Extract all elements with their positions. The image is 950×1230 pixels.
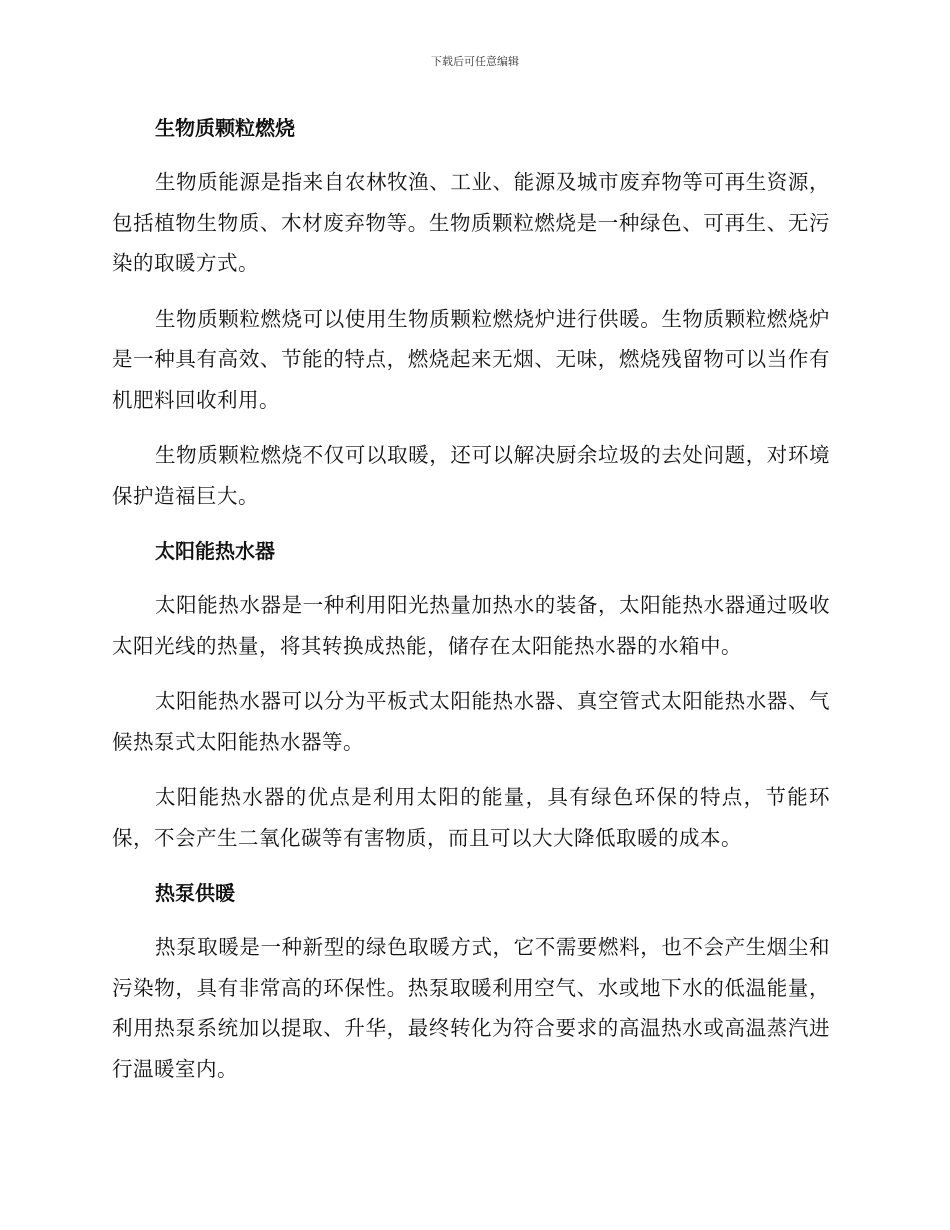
section-solar-water-heater: [112, 531, 830, 858]
section-heading: 热泵供暖: [155, 881, 235, 905]
document-body: [112, 108, 830, 1104]
section-biomass: [112, 108, 830, 516]
page-header: 下载后可任意编辑: [431, 55, 519, 68]
paragraph: 太阳能热水器的优点是利用太阳的能量，具有绿色环保的特点，节能环保，不会产生二氧化碳等有害物质，而且可以大大降低取暖的成本。: [112, 785, 830, 850]
paragraph: 生物质颗粒燃烧可以使用生物质颗粒燃烧炉进行供暖。生物质颗粒燃烧炉是一种具有高效、节能的特点，燃烧起来无烟、无味，燃烧残留物可以当作有机肥料回收利用。: [112, 306, 830, 412]
paragraph: 生物质能源是指来自农林牧渔、工业、能源及城市废弃物等可再生资源，包括植物生物质、木材废弃物等。生物质颗粒燃烧是一种绿色、可再生、无污染的取暖方式。: [112, 170, 830, 275]
paragraph: 生物质颗粒燃烧不仅可以取暖，还可以解决厨余垃圾的去处问题，对环境保护造福巨大。: [112, 443, 830, 508]
paragraph: 太阳能热水器可以分为平板式太阳能热水器、真空管式太阳能热水器、气候热泵式太阳能热水器等。: [112, 689, 830, 754]
section-heading: 生物质颗粒燃烧: [155, 116, 295, 140]
paragraph: 热泵取暖是一种新型的绿色取暖方式，它不需要燃料，也不会产生烟尘和污染物，具有非常高的环保性。热泵取暖利用空气、水或地下水的低温能量，利用热泵系统加以提取、升华，最终转化为符合要求的高温热水或高温蒸汽进行温暖室内。: [112, 935, 830, 1081]
section-heat-pump: [112, 873, 830, 1089]
paragraph: 太阳能热水器是一种利用阳光热量加热水的装备，太阳能热水器通过吸收太阳光线的热量，将其转换成热能，储存在太阳能热水器的水箱中。: [112, 593, 830, 658]
section-heading: 太阳能热水器: [155, 539, 275, 563]
